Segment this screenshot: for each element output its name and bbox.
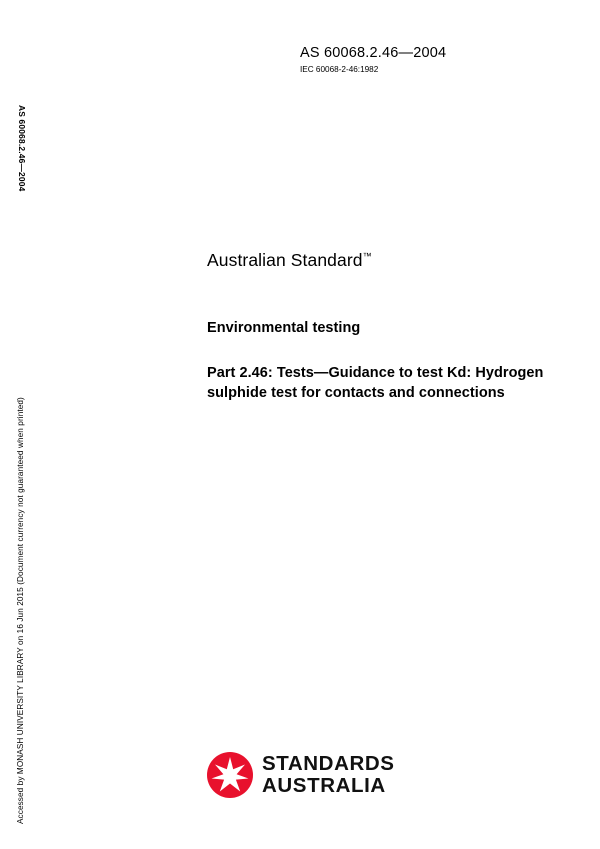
vertical-access-note: Accessed by MONASH UNIVERSITY LIBRARY on 16 Jun 2015 (Document currency not guaranteed when printed) [16,397,25,824]
vertical-standard-number: AS 60068.2.46—2004 [17,105,27,192]
iec-reference: IEC 60068-2-46:1982 [300,65,379,74]
trademark-symbol: ™ [362,251,372,262]
part-title: Part 2.46: Tests—Guidance to test Kd: Hydrogen sulphide test for contacts and connections [207,365,544,401]
standard-designation-block [300,45,565,74]
subject-title: Environmental testing [207,320,361,336]
series-label-text: Australian Standard [207,250,363,270]
standard-number: AS 60068.2.46—2004 [300,45,447,61]
standards-australia-star-icon [207,752,253,798]
series-label [207,250,557,271]
logo-line-2: AUSTRALIA [262,774,386,797]
logo-line-1: STANDARDS [262,751,395,775]
title-block [207,250,557,403]
standards-australia-logo [207,752,395,798]
logo-wordmark [262,751,395,797]
